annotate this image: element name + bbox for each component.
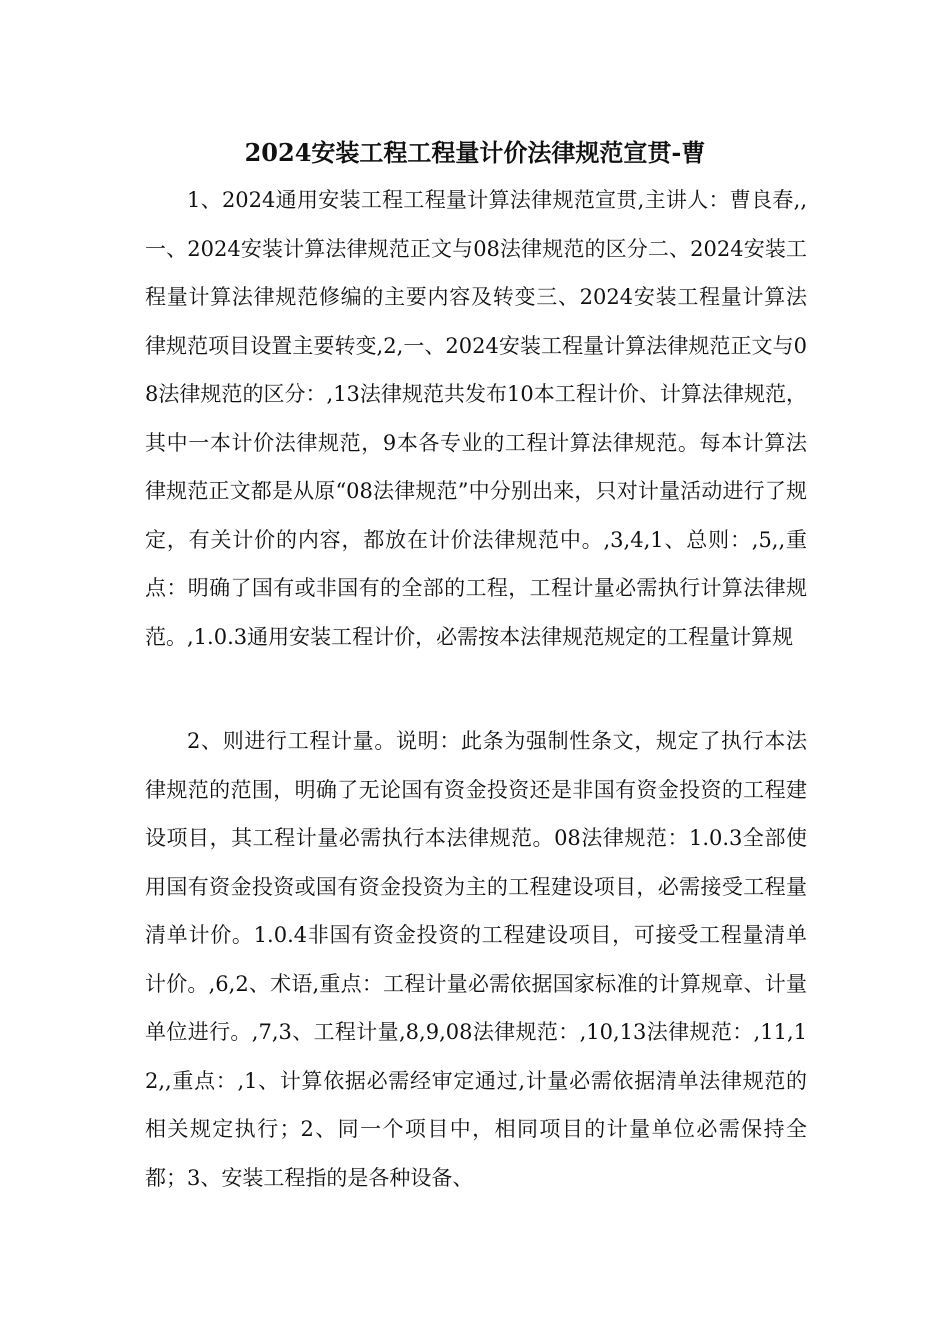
paragraph-1: 1、2024通用安装工程工程量计算法律规范宣贯,主讲人：曹良春,,一、2024安装计算法律规范正文与08法律规范的区分二、2024安装工程量计算法律规范修编的主要内容及转变三、2024安装工程量计算法律规范项目设置主要转变,2,一、2024安装工程量计算法律规范正文与08法律规范的区分：,13法律规范共发布10本工程计价、计算法律规范，其中一本计价法律规范，9本各专业的工程计算法律规范。每本计算法律规范正文都是从原“08法律规范”中分别出来，只对计量活动进行了规定，有关计价的内容，都放在计价法律规范中。,3,4,1、总则：,5,,重点：明确了国有或非国有的全部的工程，工程计量必需执行计算法律规范。,1.0.3通用安装工程计价，必需按本法律规范规定的工程量计算规 — [145, 188, 807, 649]
document-title: 2024安装工程工程量计价法律规范宣贯-曹 — [244, 138, 706, 167]
paragraph-2: 2、则进行工程计量。说明：此条为强制性条文，规定了执行本法律规范的范围，明确了无论国有资金投资还是非国有资金投资的工程建设项目，其工程计量必需执行本法律规范。08法律规范：1.0.3全部使用国有资金投资或国有资金投资为主的工程建设项目，必需接受工程量清单计价。1.0.4非国有资金投资的工程建设项目，可接受工程量清单计价。,6,2、术语,重点：工程计量必需依据国家标准的计算规章、计量单位进行。,7,3、工程计量,8,9,08法律规范：,10,13法律规范：,11,12,,重点：,1、计算依据必需经审定通过,计量必需依据清单法律规范的相关规定执行；2、同一个项目中，相同项目的计量单位必需保持全都；3、安装工程指的是各种设备、 — [145, 729, 807, 1190]
